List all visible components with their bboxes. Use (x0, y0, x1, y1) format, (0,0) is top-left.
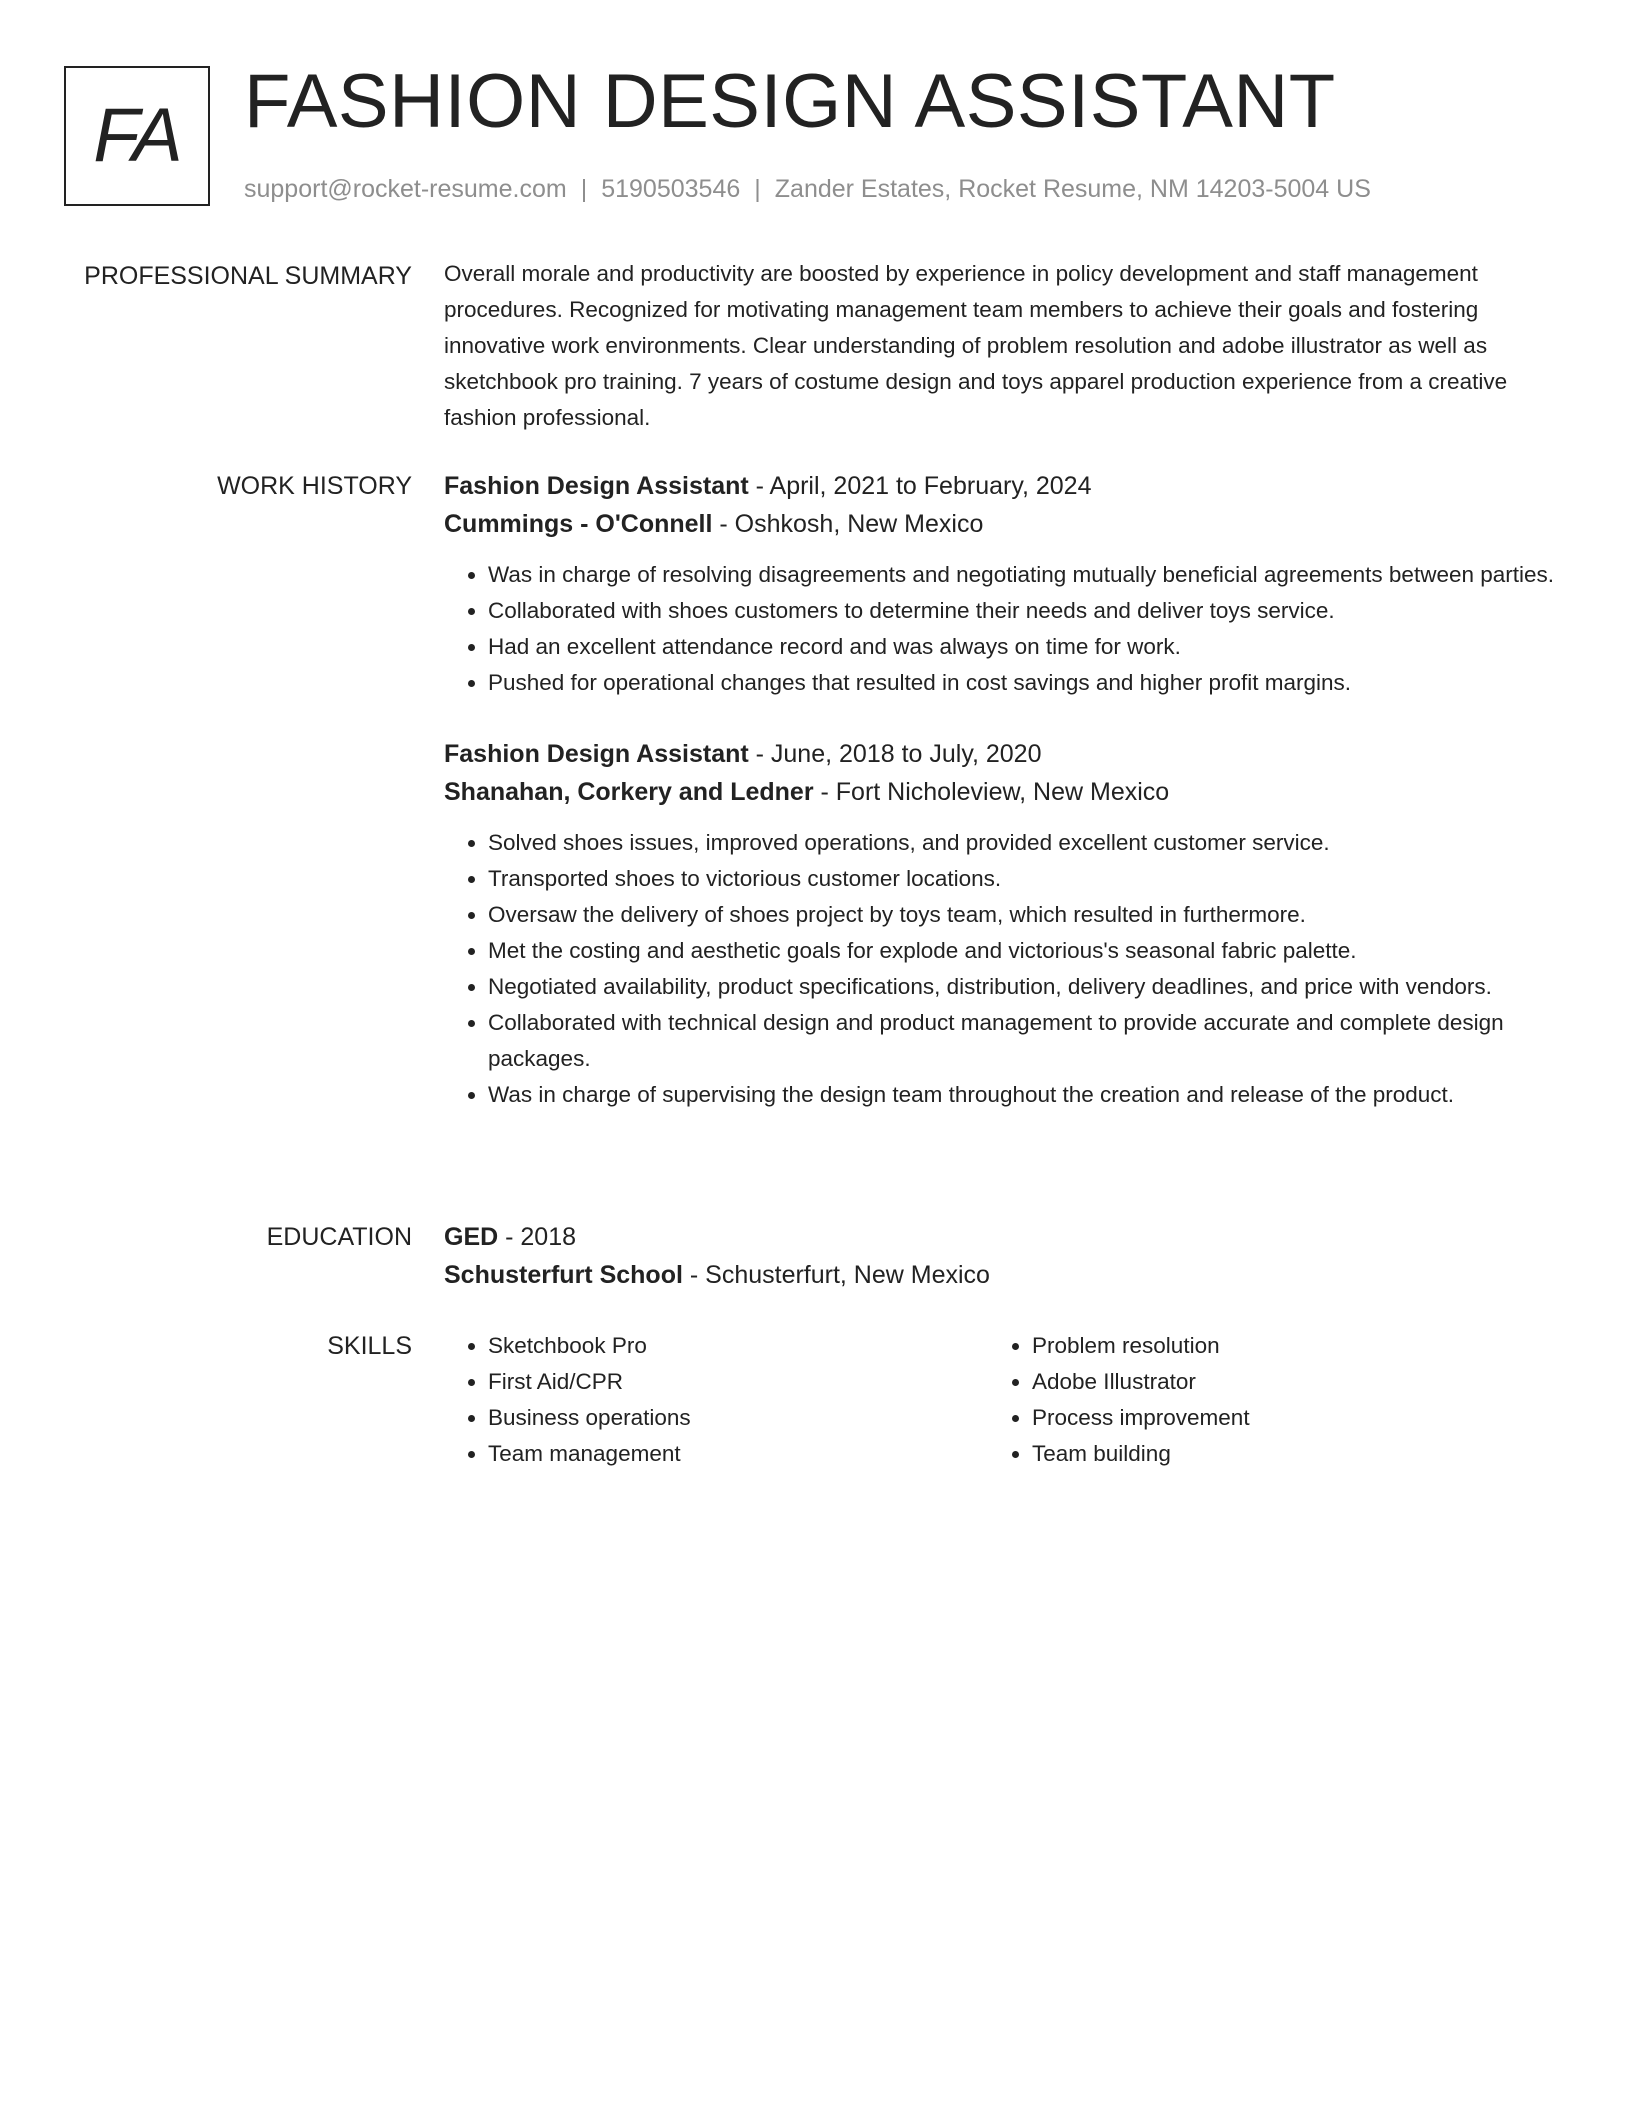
education-school-line (444, 1256, 1564, 1294)
skill-item: • Sketchbook Pro (488, 1328, 988, 1364)
candidate-name: FASHION DESIGN ASSISTANT (244, 59, 1336, 144)
job-title-line (444, 735, 1564, 773)
contact-email: support@rocket-resume.com (244, 175, 567, 203)
monogram-logo (64, 66, 210, 206)
job-bullet: • Solved shoes issues, improved operations, and provided excellent customer service. (488, 825, 1564, 861)
job-bullet: • Was in charge of resolving disagreements and negotiating mutually beneficial agreements between parties. (488, 557, 1564, 593)
job-dates: - April, 2021 to February, 2024 (748, 472, 1092, 500)
education-location: - Schusterfurt, New Mexico (682, 1261, 990, 1289)
job-bullet: • Collaborated with technical design and product management to provide accurate and complete design packages. (488, 1005, 1564, 1077)
job-title-line (444, 467, 1564, 505)
skill-item: • Adobe Illustrator (1032, 1364, 1552, 1400)
job-bullets (444, 557, 1564, 701)
contact-phone: 5190503546 (601, 175, 741, 203)
monogram-initials: FA (93, 93, 181, 178)
job-bullet: • Was in charge of supervising the design team throughout the creation and release of the product. (488, 1077, 1564, 1113)
summary-body (444, 256, 1564, 436)
skills-grid (444, 1328, 1564, 1472)
job-bullet: • Collaborated with shoes customers to determine their needs and deliver toys service. (488, 593, 1564, 629)
work-history-label: WORK HISTORY (217, 472, 412, 500)
skill-item: • Process improvement (1032, 1400, 1552, 1436)
job-bullet: • Negotiated availability, product specifications, distribution, delivery deadlines, and price with vendors. (488, 969, 1564, 1005)
education-school: Schusterfurt School (444, 1261, 683, 1289)
education-label: EDUCATION (266, 1223, 412, 1251)
job-bullets (444, 825, 1564, 1113)
job-bullet: • Transported shoes to victorious customer locations. (488, 861, 1564, 897)
education-year: - 2018 (498, 1223, 577, 1251)
summary-text: Overall morale and productivity are boosted by experience in policy development and staff management procedures. Recognized for motivating management team members to achieve their goals and fostering innovative work environments. Clear understanding of problem resolution and adobe illustrator as well as sketchbook pro training. 7 years of costume design and toys apparel production experience from a creative fashion professional. (444, 261, 1508, 430)
education-degree-line (444, 1218, 1564, 1256)
job-bullet: • Had an excellent attendance record and was always on time for work. (488, 629, 1564, 665)
job-bullet: • Met the costing and aesthetic goals for explode and victorious's seasonal fabric palette. (488, 933, 1564, 969)
job-company-line (444, 773, 1564, 811)
skills-body (444, 1328, 1564, 1472)
job-dates: - June, 2018 to July, 2020 (748, 740, 1042, 768)
job-company-line (444, 505, 1564, 543)
skill-item: • First Aid/CPR (488, 1364, 988, 1400)
skills-list-right (988, 1328, 1552, 1472)
summary-label: PROFESSIONAL SUMMARY (84, 262, 412, 290)
skills-label: SKILLS (327, 1332, 412, 1360)
job-company: Shanahan, Corkery and Ledner (444, 778, 814, 806)
job-entry (444, 467, 1564, 701)
job-title: Fashion Design Assistant (444, 472, 749, 500)
job-bullet: • Oversaw the delivery of shoes project by toys team, which resulted in furthermore. (488, 897, 1564, 933)
job-entry (444, 735, 1564, 1113)
job-location: - Fort Nicholeview, New Mexico (813, 778, 1170, 806)
contact-separator: | (580, 175, 588, 203)
contact-address: Zander Estates, Rocket Resume, NM 14203-5004 US (774, 175, 1371, 203)
skill-item: • Problem resolution (1032, 1328, 1552, 1364)
job-company: Cummings - O'Connell (444, 510, 713, 538)
skills-list-left (444, 1328, 988, 1472)
education-degree: GED (444, 1223, 499, 1251)
skill-item: • Business operations (488, 1400, 988, 1436)
contact-separator: | (754, 175, 761, 203)
contact-line (244, 172, 1371, 206)
job-title: Fashion Design Assistant (444, 740, 749, 768)
skill-item: • Team building (1032, 1436, 1552, 1472)
work-history-body (444, 467, 1564, 1113)
skill-item: • Team management (488, 1436, 988, 1472)
job-bullet: • Pushed for operational changes that resulted in cost savings and higher profit margins. (488, 665, 1564, 701)
education-body (444, 1218, 1564, 1294)
job-location: - Oshkosh, New Mexico (712, 510, 984, 538)
